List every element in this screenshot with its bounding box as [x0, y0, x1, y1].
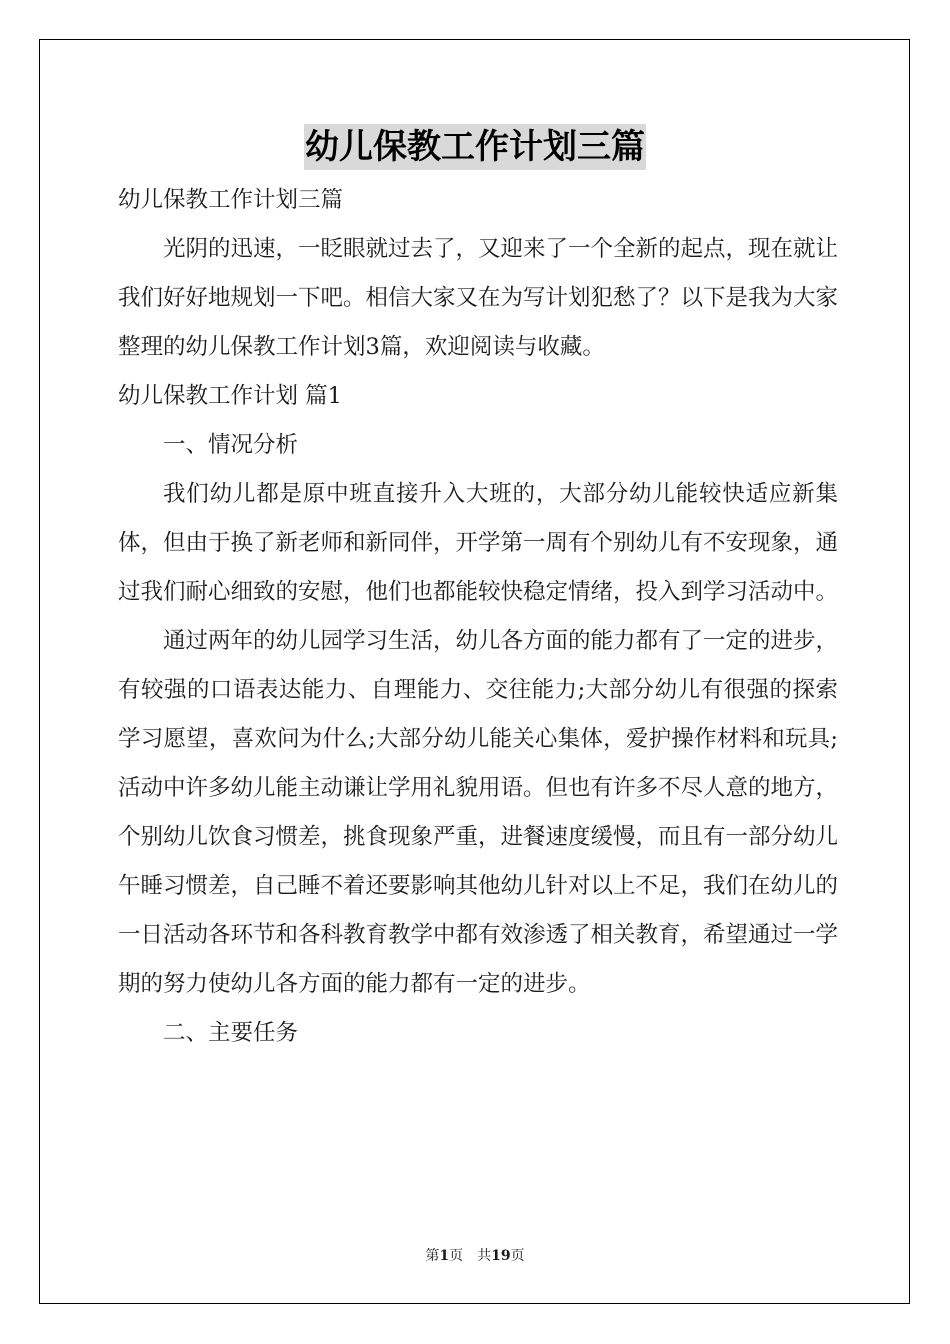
page-footer — [0, 1246, 950, 1266]
total-pages: 19 — [491, 1248, 511, 1264]
intro-paragraph: 光阴的迅速，一眨眼就过去了，又迎来了一个全新的起点，现在就让我们好好地规划一下吧。相信大家又在为写计划犯愁了？以下是我为大家整理的幼儿保教工作计划3篇，欢迎阅读与收藏。 — [118, 236, 839, 360]
title-container — [0, 124, 950, 170]
section-heading: 幼儿保教工作计划 篇1 — [118, 383, 342, 409]
page-prefix: 第 — [425, 1248, 440, 1264]
body-paragraph: 我们幼儿都是原中班直接升入大班的，大部分幼儿能较快适应新集体，但由于换了新老师和新同伴，开学第一周有个别幼儿有不安现象，通过我们耐心细致的安慰，他们也都能较快稳定情绪，投入到学习活动中。 — [118, 481, 839, 605]
total-prefix: 共 — [477, 1248, 492, 1264]
document-body — [118, 176, 838, 1058]
subsection-heading: 一、情况分析 — [163, 432, 299, 458]
document-title: 幼儿保教工作计划三篇 — [304, 124, 646, 170]
total-suffix: 页 — [510, 1248, 525, 1264]
page-number: 1 — [439, 1248, 450, 1264]
body-paragraph: 通过两年的幼儿园学习生活，幼儿各方面的能力都有了一定的进步，有较强的口语表达能力、自理能力、交往能力;大部分幼儿有很强的探索学习愿望，喜欢问为什么;大部分幼儿能关心集体，爱护操作材料和玩具;活动中许多幼儿能主动谦让学用礼貌用语。但也有许多不尽人意的地方，个别幼儿饮食习惯差，挑食现象严重，进餐速度缓慢，而且有一部分幼儿午睡习惯差，自己睡不着还要影响其他幼儿针对以上不足，我们在幼儿的一日活动各环节和各科教育教学中都有效渗透了相关教育，希望通过一学期的努力使幼儿各方面的能力都有一定的进步。 — [118, 628, 839, 997]
page-suffix: 页 — [449, 1248, 464, 1264]
subsection-heading: 二、主要任务 — [163, 1020, 299, 1046]
subtitle-line: 幼儿保教工作计划三篇 — [118, 187, 344, 213]
